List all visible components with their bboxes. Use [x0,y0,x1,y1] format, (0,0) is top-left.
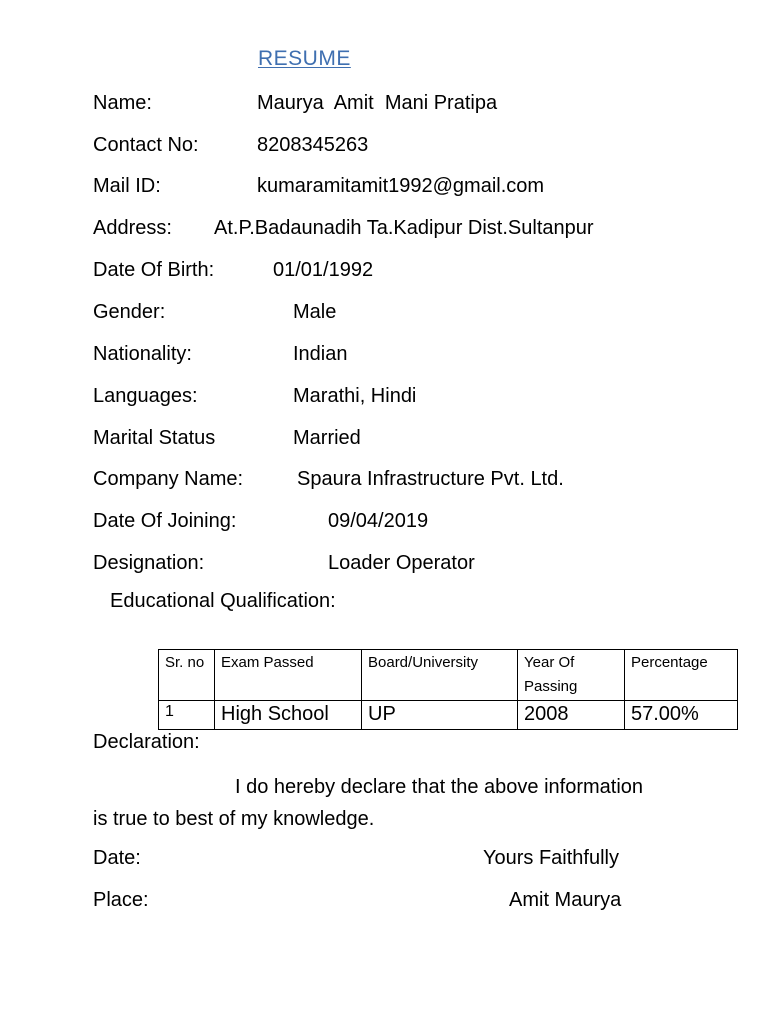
field-label: Contact No: [93,134,199,156]
column-header: Percentage [625,650,738,701]
field-value: Marathi, Hindi [293,385,417,407]
field-value: 8208345263 [257,134,369,156]
field-label: Date Of Joining: [93,510,237,532]
table-row [159,701,738,730]
education-heading: Educational Qualification: [110,590,336,612]
place-label: Place: [93,889,149,911]
field-label: Address: [93,217,172,239]
table-cell: 57.00% [625,701,738,730]
column-header: Board/University [362,650,518,701]
field-value: Spaura Infrastructure Pvt. Ltd. [297,468,564,490]
field-label: Mail ID: [93,175,161,197]
field-value: 01/01/1992 [273,259,374,281]
column-header: Year Of Passing [518,650,625,701]
field-value: Male [293,301,337,323]
field-value: 09/04/2019 [328,510,429,532]
table-cell: 1 [159,701,215,730]
table-cell: 2008 [518,701,625,730]
field-label: Marital Status [93,427,216,449]
table-header-row [159,650,738,701]
field-label: Gender: [93,301,166,323]
field-label: Company Name: [93,468,244,490]
field-label: Nationality: [93,343,192,365]
field-label: Designation: [93,552,205,574]
field-value: At.P.Badaunadih Ta.Kadipur Dist.Sultanpur [214,217,594,239]
field-label: Date Of Birth: [93,259,215,281]
column-header: Exam Passed [215,650,362,701]
table-cell: UP [362,701,518,730]
field-label: Languages: [93,385,198,407]
table-cell: High School [215,701,362,730]
closing-text: Yours Faithfully [483,847,619,869]
field-label: Name: [93,92,152,114]
education-table [158,649,738,730]
declaration-text: I do hereby declare that the above information is true to best of my knowledge. [93,776,644,830]
field-value: Indian [293,343,348,365]
field-value: Maurya Amit Mani Pratipa [257,92,498,114]
signature-name: Amit Maurya [509,889,622,911]
date-label: Date: [93,847,141,869]
column-header: Sr. no [159,650,215,701]
field-value: kumaramitamit1992@gmail.com [257,175,545,197]
declaration-heading: Declaration: [93,731,200,753]
field-value: Married [293,427,361,449]
field-value: Loader Operator [328,552,475,574]
document-title: RESUME [258,47,351,70]
